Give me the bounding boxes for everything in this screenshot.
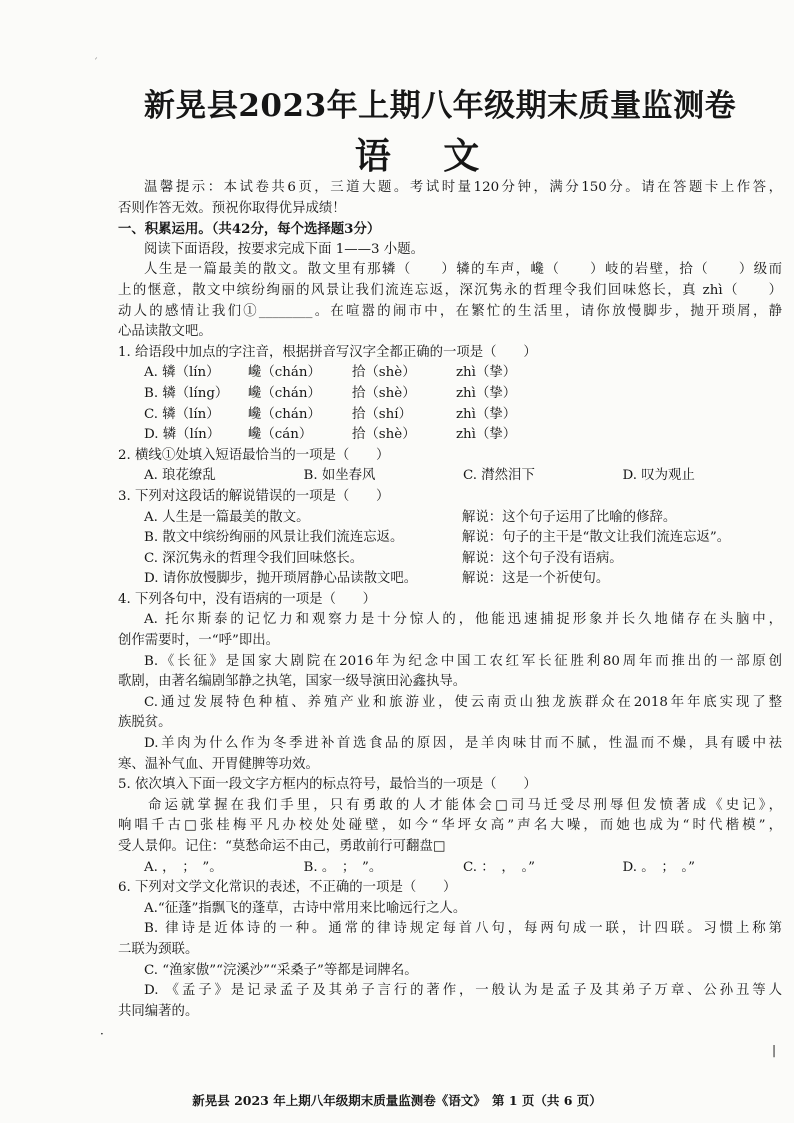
pinyin-option-cell: 拾（shí） — [352, 406, 412, 422]
text-line: 族脱贫。 — [118, 715, 172, 731]
option-explanation: 解说：句子的主干是“散文让我们流连忘返”。 — [462, 530, 731, 546]
text-line: B. 律诗是近体诗的一种。通常的律诗规定每首八句，每两句成一联，计四联。习惯上称第 — [144, 921, 782, 937]
option-explanation: 解说：这个句子运用了比喻的修辞。 — [462, 509, 677, 525]
pinyin-option-cell: 拾（shè） — [352, 365, 416, 381]
text-line: 6. 下列对文学文化常识的表述，不正确的一项是（ ） — [118, 880, 457, 896]
choice-option: B. 。 ； ”。 — [303, 859, 383, 875]
choice-option: D. 叹为观止 — [622, 468, 695, 484]
choice-option: A. 琅花缭乱 — [144, 468, 216, 484]
pinyin-option-cell: B. 辚（líng） — [144, 385, 229, 401]
text-line: D. 《孟子》是记录孟子及其弟子言行的著作，一般认为是孟子及其弟子万章、公孙丑等人 — [144, 983, 782, 999]
text-line: D.羊肉为什么作为冬季进补首选食品的原因，是羊肉味甘而不腻，性温而不燥，具有暖中祛 — [144, 736, 782, 752]
text-line: 上的惬意，散文中缤纷绚丽的风景让我们流连忘返，深沉隽永的哲理令我们回味悠长，真 zhì（ ） — [118, 282, 782, 298]
pinyin-option-cell: 巉（cán） — [248, 427, 313, 443]
pinyin-option-cell: C. 辚（lín） — [144, 406, 220, 422]
option-sentence: A. 人生是一篇最美的散文。 — [144, 509, 310, 525]
scan-mark: · — [100, 1027, 104, 1041]
explanation-row — [118, 549, 782, 570]
text-line: A.“征蓬”指飘飞的蓬草，古诗中常用来比喻远行之人。 — [144, 900, 467, 916]
text-line: 共同编著的。 — [118, 1003, 199, 1019]
option-explanation: 解说：这是一个祈使句。 — [462, 571, 610, 587]
pinyin-option-cell: 巉（chán） — [248, 385, 321, 401]
option-explanation: 解说：这个句子没有语病。 — [462, 550, 623, 566]
page-footer: 新晃县 2023 年上期八年级期末质量监测卷《语文》 第 1 页（共 6 页） — [192, 1093, 602, 1108]
text-line: 心品读散文吧。 — [118, 324, 212, 340]
choice-option: B. 如坐春风 — [303, 468, 376, 484]
pinyin-option-cell: A. 辚（lín） — [144, 365, 220, 381]
pinyin-option-cell: zhì（挚） — [456, 406, 517, 422]
pinyin-option-row — [118, 363, 782, 384]
text-line: 温馨提示：本试卷共6页，三道大题。考试时量120分钟，满分150分。请在答题卡上作答， — [144, 180, 782, 195]
pinyin-option-cell: zhì（挚） — [456, 385, 517, 401]
text-line: 2. 横线①处填入短语最恰当的一项是（ ） — [118, 447, 390, 463]
choice-option-row — [118, 466, 782, 487]
scan-speck: ˊ — [93, 58, 98, 69]
pinyin-option-cell: 拾（shè） — [352, 385, 416, 401]
choice-option: A. ， ； ”。 — [144, 859, 223, 875]
exam-body — [118, 178, 782, 1022]
text-line: C. “渔家傲”“浣溪沙”“采桑子”等都是词牌名。 — [144, 962, 418, 978]
text-line: 二联为颈联。 — [118, 941, 199, 957]
text-line: 动人的感情让我们①________。在喧嚣的闹市中，在繁忙的生活里，请你放慢脚步，抛开琐屑，静 — [118, 303, 782, 319]
option-sentence: C. 深沉隽永的哲理令我们回味悠长。 — [144, 550, 364, 566]
text-line: 1. 给语段中加点的字注音，根据拼音写汉字全都正确的一项是（ ） — [118, 344, 537, 360]
choice-option-row — [118, 858, 782, 879]
text-line: 歌剧，由著名编剧邹静之执笔，国家一级导演田沁鑫执导。 — [118, 674, 467, 690]
pinyin-option-row — [118, 384, 782, 405]
pinyin-option-row — [118, 425, 782, 446]
text-line: 否则作答无效。预祝你取得优异成绩！ — [118, 200, 346, 216]
exam-title: 新晃县2023年上期八年级期末质量监测卷 — [143, 88, 737, 124]
text-line: 3. 下列对这段话的解说错误的一项是（ ） — [118, 488, 390, 504]
text-line: B.《长征》是国家大剧院在2016年为纪念中国工农红军长征胜利80周年而推出的一部原创 — [144, 653, 782, 669]
explanation-row — [118, 528, 782, 549]
subject-title: 语 文 — [354, 135, 500, 177]
text-line: C.通过发展特色种植、养殖产业和旅游业，使云南贡山独龙族群众在2018年年底实现了整 — [144, 694, 782, 710]
text-line: 寒、温补气血、开胃健脾等功效。 — [118, 756, 319, 772]
scan-mark: | — [772, 1043, 777, 1057]
pinyin-option-cell: zhì（挚） — [456, 365, 517, 381]
choice-option: C. 潸然泪下 — [463, 468, 535, 484]
text-line: 人生是一篇最美的散文。散文里有那辚（ ）辚的车声，巉（ ）岐的岩壁，拾（ ）级而 — [144, 262, 782, 278]
pinyin-option-cell: D. 辚（lín） — [144, 427, 221, 443]
text-line: 命运就掌握在我们手里，只有勇敢的人才能体会□司马迁受尽刑辱但发愤著成《史记》， — [148, 797, 782, 813]
pinyin-option-cell: 巉（chán） — [248, 406, 321, 422]
explanation-row — [118, 569, 782, 590]
text-line: 5. 依次填入下面一段文字方框内的标点符号，最恰当的一项是（ ） — [118, 777, 537, 793]
pinyin-option-cell: 巉（chán） — [248, 365, 321, 381]
choice-option: C. ： ， 。” — [463, 859, 535, 875]
pinyin-option-cell: 拾（shè） — [352, 427, 416, 443]
text-line: 受人景仰。记住：“莫愁命运不由己，勇敢前行可翻盘□ — [118, 839, 446, 854]
text-line: 响唱千古□张桂梅平凡办校处处碰壁，如今“华坪女高”声名大噪，而她也成为“时代楷模”， — [118, 818, 782, 834]
pinyin-option-row — [118, 405, 782, 426]
choice-option: D. 。 ； 。” — [622, 859, 695, 875]
pinyin-option-cell: zhì（挚） — [456, 427, 517, 443]
option-sentence: B. 散文中缤纷绚丽的风景让我们流连忘返。 — [144, 530, 404, 546]
option-sentence: D. 请你放慢脚步，抛开琐屑静心品读散文吧。 — [144, 571, 418, 587]
text-line: A. 托尔斯泰的记忆力和观察力是十分惊人的，他能迅速捕捉形象并长久地储存在头脑中， — [144, 612, 782, 628]
text-line: 4. 下列各句中，没有语病的一项是（ ） — [118, 591, 377, 607]
explanation-row — [118, 508, 782, 529]
text-line: 阅读下面语段，按要求完成下面 1——3 小题。 — [144, 241, 424, 257]
text-line: 一、积累运用。（共42分，每个选择题3分） — [118, 221, 381, 238]
text-line: 创作需要时，一“呼”即出。 — [118, 633, 279, 649]
